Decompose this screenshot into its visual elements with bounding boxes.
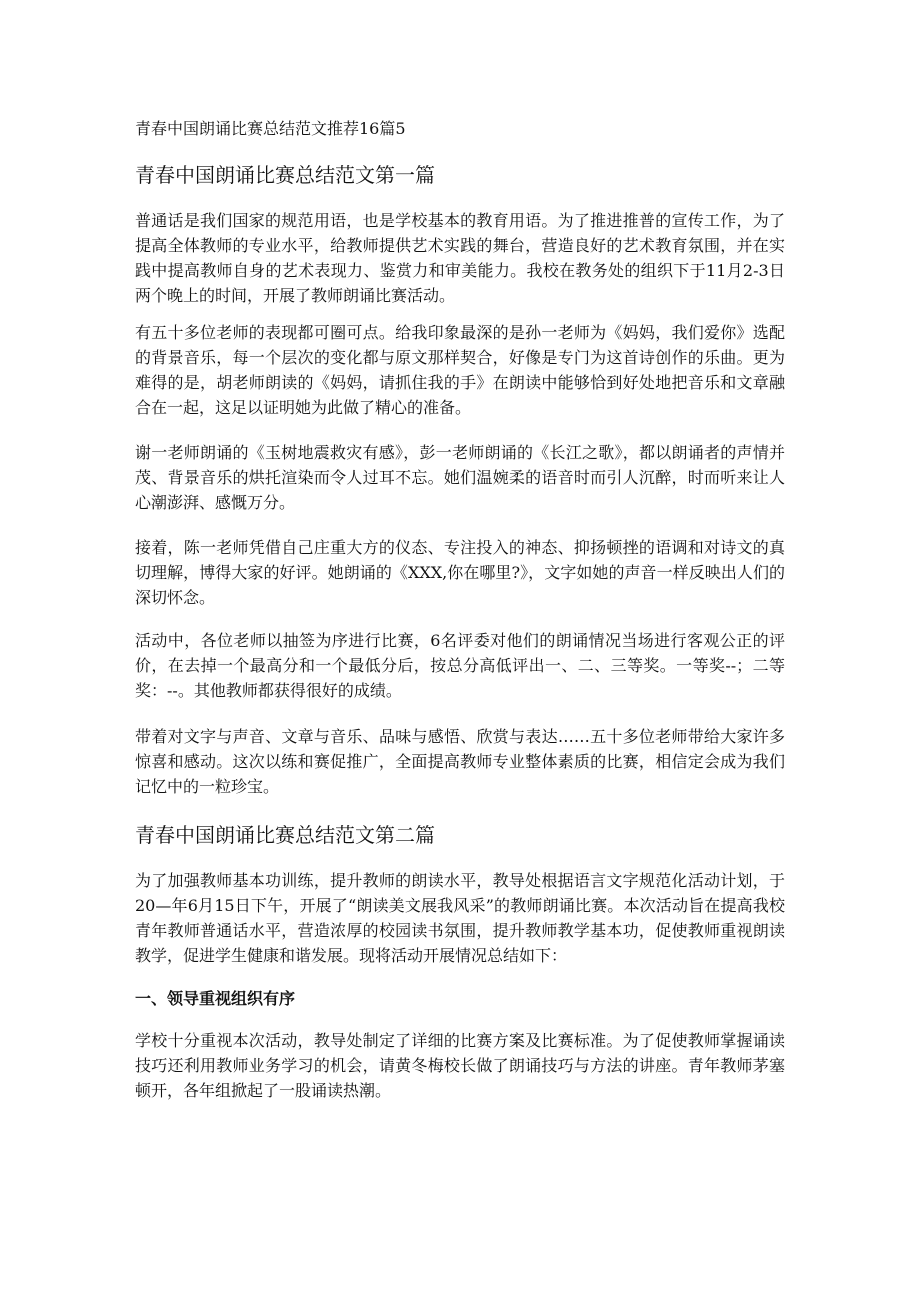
section-1-paragraph-3: 谢一老师朗诵的《玉树地震救灾有感》，彭一老师朗诵的《长江之歌》，都以朗诵者的声情并茂、背景音乐的烘托渲染而令人过耳不忘。她们温婉柔的语音时而引人沉醉，时而听来让人心潮澎湃、感慨万分。 bbox=[135, 443, 785, 512]
section-1-paragraph-6: 带着对文字与声音、文章与音乐、品味与感悟、欣赏与表达……五十多位老师带给大家许多惊喜和感动。这次以练和赛促推广，全面提高教师专业整体素质的比赛，相信定会成为我们记忆中的一粒珍宝。 bbox=[135, 727, 785, 796]
document-title: 青春中国朗诵比赛总结范文推荐16篇5 bbox=[135, 119, 406, 138]
section-2-sub-paragraph: 学校十分重视本次活动，教导处制定了详细的比赛方案及比赛标准。为了促使教师掌握诵读技巧还利用教师业务学习的机会，请黄冬梅校长做了朗诵技巧与方法的讲座。青年教师茅塞顿开，各年组掀起了一股诵读热潮。 bbox=[135, 1031, 785, 1100]
section-1-heading: 青春中国朗诵比赛总结范文第一篇 bbox=[135, 163, 435, 187]
section-2-heading: 青春中国朗诵比赛总结范文第二篇 bbox=[135, 823, 435, 847]
section-1-paragraph-4: 接着，陈一老师凭借自己庄重大方的仪态、专注投入的神态、抑扬顿挫的语调和对诗文的真切理解，博得大家的好评。她朗诵的《XXX,你在哪里?》，文字如她的声音一样反映出人们的深切怀念。 bbox=[135, 538, 785, 607]
section-1-paragraph-5: 活动中，各位老师以抽签为序进行比赛，6名评委对他们的朗诵情况当场进行客观公正的评价，在去掉一个最高分和一个最低分后，按总分高低评出一、二、三等奖。一等奖--；二等奖：--。其他教师都获得很好的成绩。 bbox=[135, 631, 785, 700]
section-2-subheading: 一、领导重视组织有序 bbox=[135, 989, 296, 1008]
section-1-paragraph-1: 普通话是我们国家的规范用语，也是学校基本的教育用语。为了推进推普的宣传工作，为了提高全体教师的专业水平，给教师提供艺术实践的舞台，营造良好的艺术教育氛围，并在实践中提高教师自身的艺术表现力、鉴赏力和审美能力。我校在教务处的组织下于11月2-3日两个晚上的时间，开展了教师朗诵比赛活动。 bbox=[135, 211, 785, 305]
section-2-intro-paragraph: 为了加强教师基本功训练，提升教师的朗读水平，教导处根据语言文字规范化活动计划，于20—年6月15日下午，开展了“朗读美文展我风采”的教师朗诵比赛。本次活动旨在提高我校青年教师普通话水平，营造浓厚的校园读书氛围，提升教师教学基本功，促使教师重视朗读教学，促进学生健康和谐发展。现将活动开展情况总结如下： bbox=[135, 871, 785, 965]
section-1-paragraph-2: 有五十多位老师的表现都可圈可点。给我印象最深的是孙一老师为《妈妈，我们爱你》选配的背景音乐，每一个层次的变化都与原文那样契合，好像是专门为这首诗创作的乐曲。更为难得的是，胡老师朗读的《妈妈，请抓住我的手》在朗读中能够恰到好处地把音乐和文章融合在一起，这足以证明她为此做了精心的准备。 bbox=[135, 323, 785, 417]
